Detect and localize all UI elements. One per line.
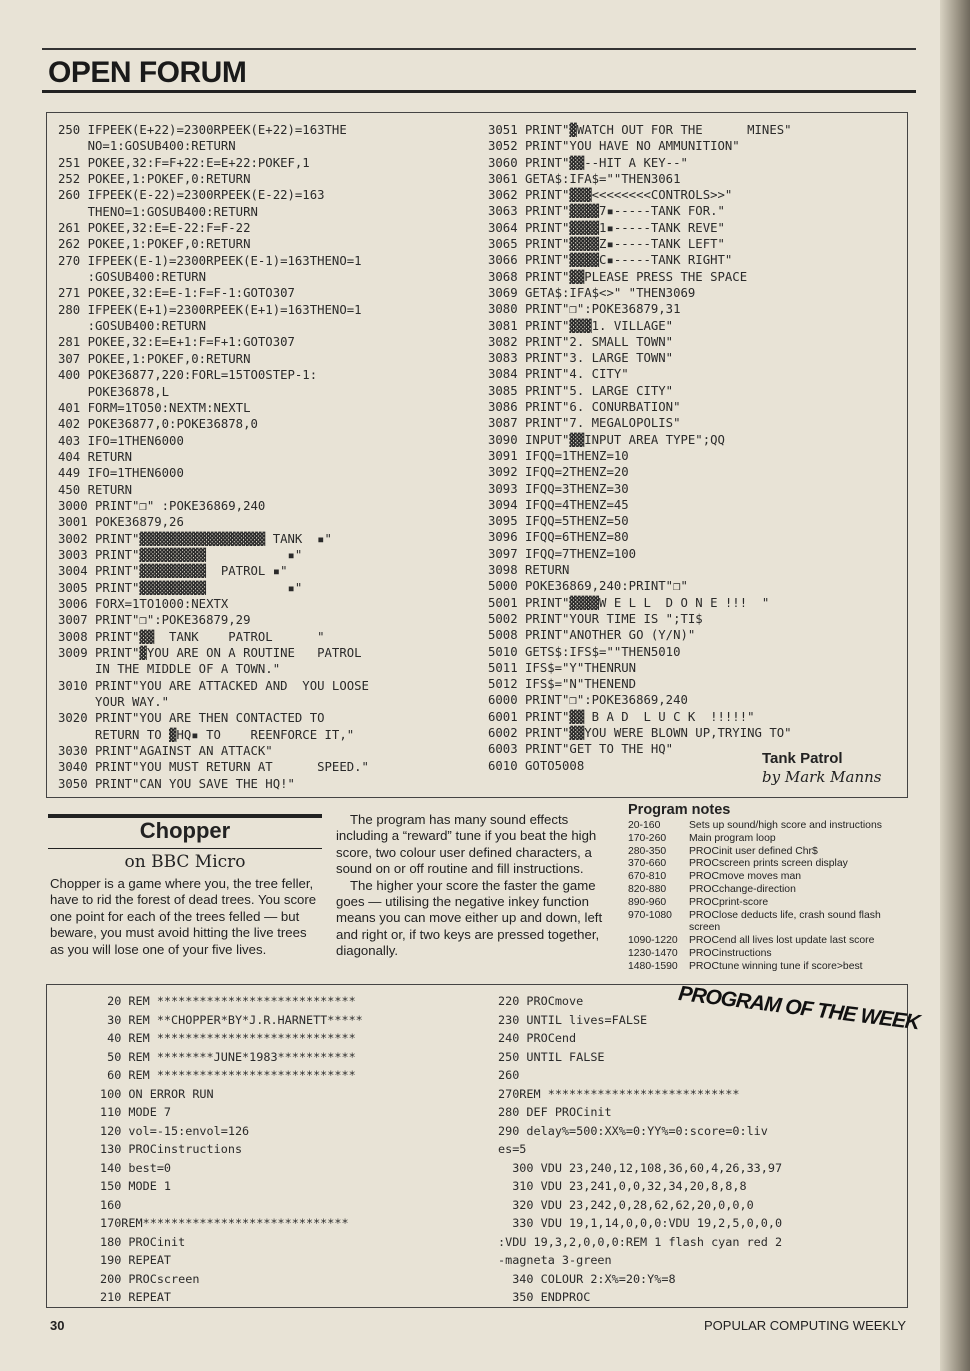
code-line: 3006 FORX=1TO1000:NEXTX xyxy=(58,596,229,611)
code-line: 220 PROCmove xyxy=(498,994,584,1008)
code-line: 20 REM **************************** xyxy=(100,994,356,1008)
code-line: 307 POKEE,1:POKEF,0:RETURN xyxy=(58,351,251,366)
code-line: 3062 PRINT"▓▓▓<<<<<<<<CONTROLS>>" xyxy=(488,188,733,203)
code-line: 402 POKE36877,0:POKE36878,0 xyxy=(58,417,258,432)
code-line: 110 MODE 7 xyxy=(100,1105,172,1119)
code-line: 6003 PRINT"GET TO THE HQ" xyxy=(488,742,674,757)
code-line: 3020 PRINT"YOU ARE THEN CONTACTED TO xyxy=(58,711,325,726)
code-line: NO=1:GOSUB400:RETURN xyxy=(58,139,236,154)
code-line: 450 RETURN xyxy=(58,482,133,497)
code-line: 3004 PRINT"▓▓▓▓▓▓▓▓▓ PATROL ▪" xyxy=(58,564,288,579)
code-line: 3051 PRINT"▓WATCH OUT FOR THE MINES" xyxy=(488,123,792,137)
code-line: 5010 GETS$:IFS$=""THEN5010 xyxy=(488,644,681,659)
code-line: IN THE MIDDLE OF A TOWN." xyxy=(58,662,281,677)
program-note-range: 890-960 xyxy=(628,896,667,908)
code-line: 3066 PRINT"▓▓▓▓C▪-----TANK RIGHT" xyxy=(488,253,733,268)
program-note-description: PROCend all lives lost update last score xyxy=(689,935,875,947)
tank-patrol-code-right xyxy=(488,122,792,774)
program-note-row xyxy=(628,948,908,961)
code-line: 250 UNTIL FALSE xyxy=(498,1049,605,1064)
program-note-row xyxy=(628,897,908,910)
program-note-description: PROCscreen prints screen display xyxy=(689,858,848,870)
code-line: 3030 PRINT"AGAINST AN ATTACK" xyxy=(58,744,273,759)
code-line: -magneta 3-green xyxy=(498,1253,612,1267)
code-line: 260 IFPEEK(E-22)=2300RPEEK(E-22)=163 xyxy=(58,188,325,203)
code-line: 3092 IFQQ=2THENZ=20 xyxy=(488,465,629,480)
code-line: 3050 PRINT"CAN YOU SAVE THE HQ!" xyxy=(58,776,295,791)
code-line: 3060 PRINT"▓▓--HIT A KEY--" xyxy=(488,155,688,170)
code-line: 5002 PRINT"YOUR TIME IS ";TI$ xyxy=(488,611,703,626)
code-line: 271 POKEE,32:E=E-1:F=F-1:GOTO307 xyxy=(58,286,295,301)
header-rule xyxy=(42,90,916,93)
code-line: 330 VDU 19,1,14,0,0,0:VDU 19,2,5,0,0,0 xyxy=(498,1216,783,1230)
program-note-row xyxy=(628,858,908,871)
code-line: 3064 PRINT"▓▓▓▓1▪-----TANK REVE" xyxy=(488,220,725,235)
code-line: 400 POKE36877,220:FORL=15TO0STEP-1: xyxy=(58,368,318,383)
program-note-description: PROCinit user defined Chr$ xyxy=(689,845,818,857)
program-note-row xyxy=(628,910,908,936)
program-notes-title: Program notes xyxy=(628,802,731,818)
program-note-range: 1230-1470 xyxy=(628,947,678,959)
code-line: 3003 PRINT"▓▓▓▓▓▓▓▓▓ ▪" xyxy=(58,547,303,562)
code-line: 250 IFPEEK(E+22)=2300RPEEK(E+22)=163THE xyxy=(58,123,347,137)
program-note-row xyxy=(628,833,908,846)
code-line: 5001 PRINT"▓▓▓▓W E L L D O N E !!! " xyxy=(488,595,770,610)
program-note-range: 820-880 xyxy=(628,883,667,895)
code-line: 200 PROCscreen xyxy=(100,1271,200,1286)
code-line: 3040 PRINT"YOU MUST RETURN AT SPEED." xyxy=(58,760,369,775)
code-line: 60 REM **************************** xyxy=(100,1068,356,1082)
code-line: 3087 PRINT"7. MEGALOPOLIS" xyxy=(488,416,681,431)
magazine-name: POPULAR COMPUTING WEEKLY xyxy=(704,1318,907,1333)
code-line: 3009 PRINT"▓YOU ARE ON A ROUTINE PATROL xyxy=(58,646,362,660)
program-note-range: 20-160 xyxy=(628,820,661,831)
code-line: 3063 PRINT"▓▓▓▓7▪-----TANK FOR." xyxy=(488,204,725,219)
tank-patrol-title: Tank Patrol xyxy=(762,750,843,767)
code-line: 290 delay%=500:XX%=0:YY%=0:score=0:liv xyxy=(498,1123,768,1138)
code-line: 3082 PRINT"2. SMALL TOWN" xyxy=(488,334,674,349)
tank-patrol-code-left xyxy=(58,122,369,792)
code-line: 261 POKEE,32:E=E-22:F=F-22 xyxy=(58,221,251,236)
page-binding-edge xyxy=(940,0,970,1371)
chopper-article-body xyxy=(336,812,612,960)
program-of-the-week-stamp: PROGRAM OF THE WEEK xyxy=(677,982,921,1035)
chopper-code-right xyxy=(498,992,782,1307)
program-note-description: PROCmove moves man xyxy=(689,871,802,883)
article-paragraph: The higher your score the faster the game goes — utilising the negative inkey function means you can move either up and down, left and right or, if two keys are pressed together, diagonally. xyxy=(336,877,603,959)
code-line: 3086 PRINT"6. CONURBATION" xyxy=(488,400,681,415)
article-paragraph: The program has many sound effects including a “reward” tune if you beat the high score, two colour user defined characters, a sound on or off routine and fill instructions. xyxy=(336,812,597,877)
code-line: 6000 PRINT"❒":POKE36869,240 xyxy=(488,693,688,708)
program-note-description: PROCinstructions xyxy=(689,947,772,959)
code-line: 3081 PRINT"▓▓▓1. VILLAGE" xyxy=(488,318,674,333)
code-line: 230 UNTIL lives=FALSE xyxy=(498,1012,648,1027)
code-line: 100 ON ERROR RUN xyxy=(100,1086,214,1101)
code-line: 3090 INPUT"▓▓INPUT AREA TYPE";QQ xyxy=(488,432,725,447)
code-line: 270REM *************************** xyxy=(498,1086,740,1101)
code-line: :VDU 19,3,2,0,0,0:REM 1 flash cyan red 2 xyxy=(498,1234,783,1249)
code-line: 3002 PRINT"▓▓▓▓▓▓▓▓▓▓▓▓▓▓▓▓▓ TANK ▪" xyxy=(58,531,332,546)
code-line: 280 IFPEEK(E+1)=2300RPEEK(E+1)=163THENO=1 xyxy=(58,302,362,317)
code-line: 3098 RETURN xyxy=(488,563,570,578)
code-line: 120 vol=-15:envol=126 xyxy=(100,1123,250,1138)
code-line: 3095 IFQQ=5THENZ=50 xyxy=(488,514,629,529)
code-line: 170REM***************************** xyxy=(100,1216,349,1230)
code-line: 3065 PRINT"▓▓▓▓Z▪-----TANK LEFT" xyxy=(488,237,725,252)
code-line: 160 xyxy=(100,1197,122,1212)
code-line: 300 VDU 23,240,12,108,36,60,4,26,33,97 xyxy=(498,1160,783,1175)
page-number: 30 xyxy=(50,1318,65,1333)
code-line: 50 REM ********JUNE*1983*********** xyxy=(100,1049,356,1064)
program-note-row xyxy=(628,820,908,833)
code-line: 3008 PRINT"▓▓ TANK PATROL " xyxy=(58,629,325,644)
code-line: 5012 IFS$="N"THENEND xyxy=(488,677,637,692)
code-line: 310 VDU 23,241,0,0,32,34,20,8,8,8 xyxy=(498,1179,747,1193)
code-line: YOUR WAY." xyxy=(58,695,170,710)
code-line: 320 VDU 23,242,0,28,62,62,20,0,0,0 xyxy=(498,1197,754,1212)
code-line: 281 POKEE,32:E=E+1:F=F+1:GOTO307 xyxy=(58,335,295,350)
program-note-description: PROCprint-score xyxy=(689,896,769,908)
chopper-description: Chopper is a game where you, the tree feller, have to rid the forest of dead trees. You score one point for each of the trees felled — but beware, you must avoid hitting the live trees as you will lose one of your five lives. xyxy=(50,876,317,957)
code-line: 3085 PRINT"5. LARGE CITY" xyxy=(488,383,674,398)
code-line: 180 PROCinit xyxy=(100,1234,186,1249)
program-note-range: 280-350 xyxy=(628,845,667,857)
program-note-description: PROCtune winning tune if score>best xyxy=(689,960,863,972)
code-line: 252 POKEE,1:POKEF,0:RETURN xyxy=(58,172,251,187)
program-note-row xyxy=(628,935,908,948)
code-line: 6002 PRINT"▓▓YOU WERE BLOWN UP,TRYING TO" xyxy=(488,725,792,740)
code-line: 210 REPEAT xyxy=(100,1290,172,1304)
code-line: 3005 PRINT"▓▓▓▓▓▓▓▓▓ ▪" xyxy=(58,580,303,595)
chopper-title-underline xyxy=(48,848,322,849)
program-note-description: Sets up sound/high score and instructions xyxy=(689,820,882,831)
code-line: 150 MODE 1 xyxy=(100,1179,172,1193)
code-line: 30 REM **CHOPPER*BY*J.R.HARNETT***** xyxy=(100,1012,363,1027)
program-note-range: 170-260 xyxy=(628,832,667,844)
tank-patrol-author: by Mark Manns xyxy=(762,768,882,786)
program-note-range: 370-660 xyxy=(628,858,667,870)
program-note-description: Main program loop xyxy=(689,832,776,844)
code-line: :GOSUB400:RETURN xyxy=(58,270,207,285)
code-line: 3096 IFQQ=6THENZ=80 xyxy=(488,530,629,545)
code-line: 3052 PRINT"YOU HAVE NO AMMUNITION" xyxy=(488,139,740,154)
code-line: 3001 POKE36879,26 xyxy=(58,515,184,530)
code-line: 40 REM **************************** xyxy=(100,1031,356,1045)
code-line: 3091 IFQQ=1THENZ=10 xyxy=(488,448,629,463)
code-line: 262 POKEE,1:POKEF,0:RETURN xyxy=(58,237,251,252)
code-line: POKE36878,L xyxy=(58,384,170,399)
code-line: 260 xyxy=(498,1068,520,1082)
code-line: 130 PROCinstructions xyxy=(100,1142,243,1156)
code-line: 5000 POKE36869,240:PRINT"❒" xyxy=(488,579,688,594)
code-line: 3094 IFQQ=4THENZ=45 xyxy=(488,497,629,512)
code-line: 3061 GETA$:IFA$=""THEN3061 xyxy=(488,171,681,186)
code-line: 350 ENDPROC xyxy=(498,1290,591,1304)
code-line: THENO=1:GOSUB400:RETURN xyxy=(58,204,258,219)
code-line: 3068 PRINT"▓▓PLEASE PRESS THE SPACE xyxy=(488,269,748,284)
code-line: 401 FORM=1TO50:NEXTM:NEXTL xyxy=(58,400,251,415)
program-notes-list xyxy=(628,820,908,974)
code-line: 403 IFO=1THEN6000 xyxy=(58,433,184,448)
program-note-range: 1090-1220 xyxy=(628,935,678,947)
program-note-description: PROClose deducts life, crash sound flash screen xyxy=(689,909,881,934)
program-note-description: PROCchange-direction xyxy=(689,883,796,895)
chopper-subtitle: on BBC Micro xyxy=(124,852,246,872)
program-note-row xyxy=(628,961,908,974)
code-line: 5008 PRINT"ANOTHER GO (Y/N)" xyxy=(488,628,696,643)
code-line: 449 IFO=1THEN6000 xyxy=(58,466,184,481)
code-line: 190 REPEAT xyxy=(100,1253,172,1267)
code-line: 5011 IFS$="Y"THENRUN xyxy=(488,660,637,675)
code-line: 3097 IFQQ=7THENZ=100 xyxy=(488,546,637,561)
code-line: 3007 PRINT"❒":POKE36879,29 xyxy=(58,613,251,628)
code-line: 404 RETURN xyxy=(58,449,133,464)
chopper-code-left xyxy=(100,992,363,1307)
code-line: 140 best=0 xyxy=(100,1160,172,1175)
code-line: 3080 PRINT"❒":POKE36879,31 xyxy=(488,302,681,317)
code-line: 251 POKEE,32:F=F+22:E=E+22:POKEF,1 xyxy=(58,155,310,170)
code-line: :GOSUB400:RETURN xyxy=(58,319,207,334)
code-line: 3010 PRINT"YOU ARE ATTACKED AND YOU LOOSE xyxy=(58,678,369,693)
program-note-range: 1480-1590 xyxy=(628,960,678,972)
code-line: 340 COLOUR 2:X%=20:Y%=8 xyxy=(498,1271,676,1286)
code-line: es=5 xyxy=(498,1142,527,1156)
program-note-row xyxy=(628,871,908,884)
program-note-row xyxy=(628,846,908,859)
code-line: 3083 PRINT"3. LARGE TOWN" xyxy=(488,351,674,366)
code-line: 3000 PRINT"❒" :POKE36869,240 xyxy=(58,498,266,513)
program-note-row xyxy=(628,884,908,897)
code-line: 280 DEF PROCinit xyxy=(498,1105,612,1119)
program-note-range: 670-810 xyxy=(628,871,667,883)
code-line: RETURN TO ▓HQ▪ TO REENFORCE IT," xyxy=(58,727,355,742)
code-line: 270 IFPEEK(E-1)=2300RPEEK(E-1)=163THENO=1 xyxy=(58,253,362,268)
code-line: 240 PROCend xyxy=(498,1031,577,1045)
program-note-range: 970-1080 xyxy=(628,909,672,921)
chopper-title: Chopper xyxy=(139,818,231,843)
code-line: 6010 GOTO5008 xyxy=(488,758,585,773)
code-line: 3084 PRINT"4. CITY" xyxy=(488,367,629,382)
top-rule xyxy=(42,48,916,50)
code-line: 3069 GETA$:IFA$<>" "THEN3069 xyxy=(488,285,696,300)
section-header: OPEN FORUM xyxy=(48,56,247,89)
code-line: 3093 IFQQ=3THENZ=30 xyxy=(488,481,629,496)
code-line: 6001 PRINT"▓▓ B A D L U C K !!!!!" xyxy=(488,709,755,724)
